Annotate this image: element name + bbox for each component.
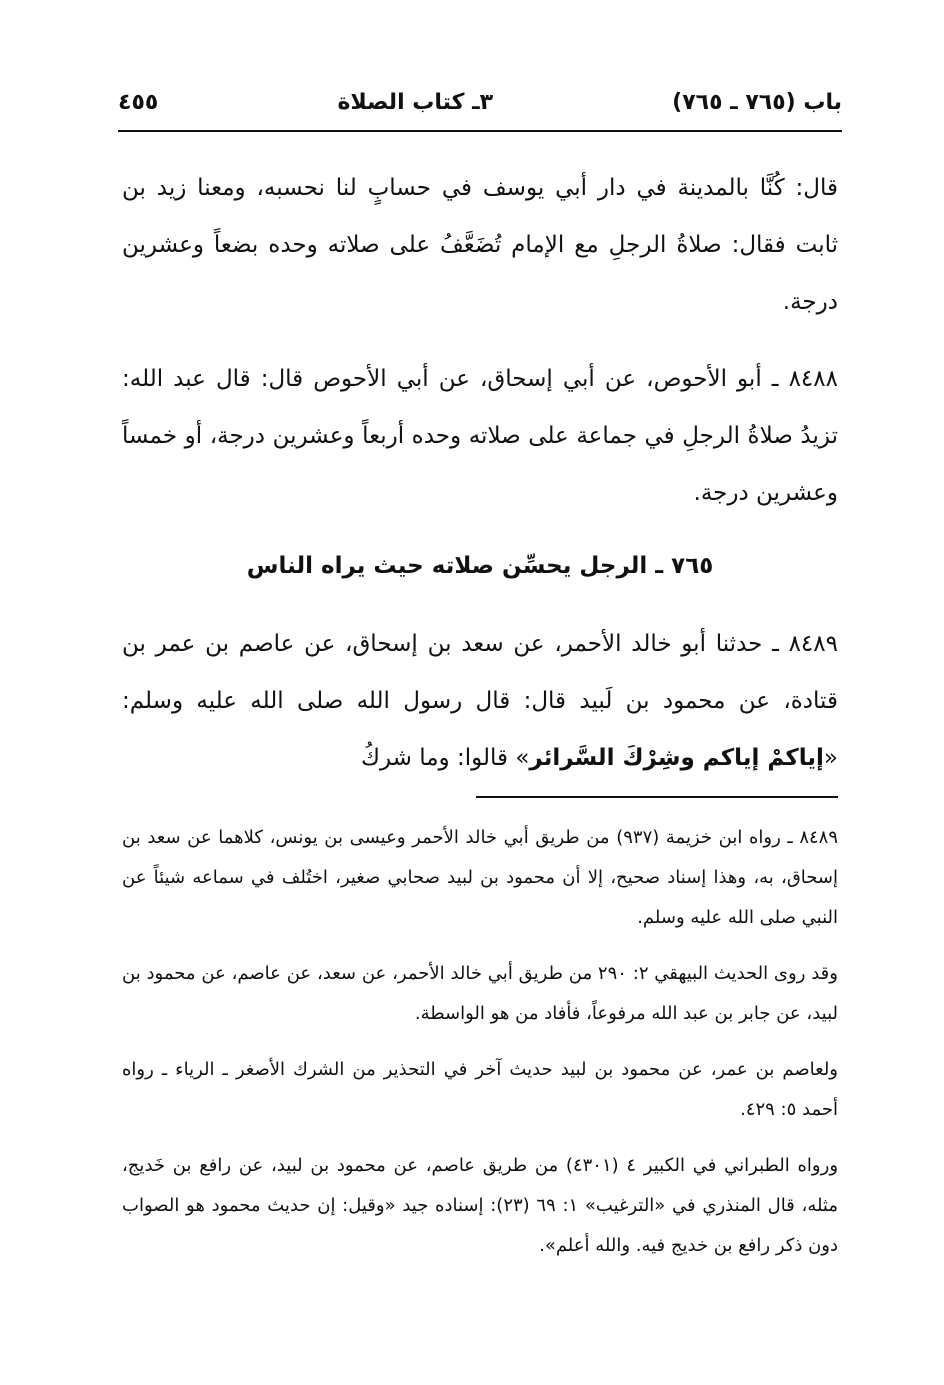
footnotes [122,818,838,1282]
header-book-title: ٣ـ كتاب الصلاة [337,89,494,115]
hadith-8489-quote: إياكمْ إياكم وشِرْكَ السَّرائر [529,745,824,771]
hadith-8489-start: ٨٤٨٩ ـ حدثنا أبو خالد الأحمر، عن سعد بن إسحاق، عن عاصم بن عمر بن قتادة، عن محمود بن لَبيد قال: قال رسول الله صلى الله عليه وسلم: « [122,631,838,771]
page-header [118,82,842,122]
footnote-2: وقد روى الحديث البيهقي ٢: ٢٩٠ من طريق أبي خالد الأحمر، عن سعد، عن عاصم، عن محمود بن لبيد، عن جابر بن عبد الله مرفوعاً، فأفاد من هو الواسطة. [122,963,838,1024]
hadith-8489 [122,616,838,787]
header-divider [118,130,842,132]
footnote-1: ٨٤٨٩ ـ رواه ابن خزيمة (٩٣٧) من طريق أبي خالد الأحمر وعيسى بن يونس، كلاهما عن سعد بن إسحاق، به، وهذا إسناد صحيح، إلا أن محمود بن لبيد صحابي صغير، اختُلف في سماعه شيئاً عن النبي صلى الله عليه وسلم. [122,827,839,928]
footnote-divider [476,796,838,798]
footnote-4: ورواه الطبراني في الكبير ٤ (٤٣٠١) من طريق عاصم، عن محمود بن لبيد، عن رافع بن خَديج، مثله، قال المنذري في «الترغيب» ١: ٦٩ (٢٣): إسناده جيد «وقيل: إن حديث محمود هو الصواب دون ذكر رافع بن خديج فيه. والله أعلم». [122,1155,839,1256]
hadith-8488: ٨٤٨٨ ـ أبو الأحوص، عن أبي إسحاق، عن أبي الأحوص قال: قال عبد الله: تزيدُ صلاةُ الرجلِ في جماعة على صلاته وحده أربعاً وعشرين درجة، أو خمساً وعشرين درجة. [122,366,838,506]
page-number: ٤٥٥ [118,89,159,115]
hadith-8489-end: » قالوا: وما شركُ [361,745,530,771]
paragraph-continued: قال: كُنَّا بالمدينة في دار أبي يوسف في حسابٍ لنا نحسبه، ومعنا زيد بن ثابت فقال: صلاةُ الرجلِ مع الإمام تُضَعَّفُ على صلاته وحده بضعاً وعشرين درجة. [122,175,838,315]
header-chapter-range: باب (٧٦٥ ـ ٧٦٥) [672,89,842,115]
section-title: ٧٦٥ ـ الرجل يحسِّن صلاته حيث يراه الناس [246,553,714,579]
footnote-3: ولعاصم بن عمر، عن محمود بن لبيد حديث آخر في التحذير من الشرك الأصغر ـ الرياء ـ رواه أحمد ٥: ٤٢٩. [122,1059,838,1120]
main-text [122,160,838,807]
